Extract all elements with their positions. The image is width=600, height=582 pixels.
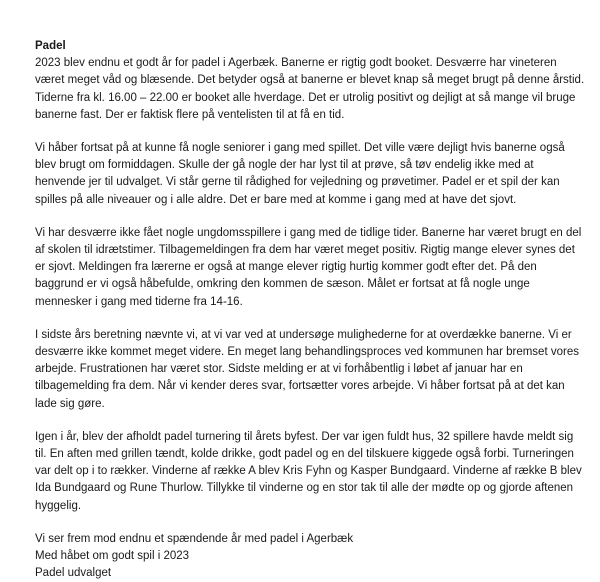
text-line: mennesker i gang med tiderne fra 14-16. xyxy=(35,295,243,308)
closing-line: Vi ser frem mod endnu et spændende år med padel i Agerbæk xyxy=(35,532,354,545)
text-line: desværre ikke kommet meget videre. En meget lang behandlingsproces ved kommunen har bremset vores xyxy=(35,346,579,359)
closing-signoff: Padel udvalget xyxy=(35,567,112,580)
paragraph-roofing xyxy=(35,327,579,413)
text-line: til. En aften med grillen tændt, kolde drikke, godt padel og en del tilskuere kiggede også forbi. Turneringen xyxy=(35,448,574,461)
text-line: Vi har desværre ikke fået nogle ungdomsspillere i gang med de tidlige tider. Banerne har været brugt en del xyxy=(35,226,582,239)
text-line: I sidste års beretning nævnte vi, at vi var ved at undersøge mulighederne for at overdække banerne. Vi er xyxy=(35,328,572,341)
paragraph-tournament xyxy=(35,429,582,515)
text-line: henvende jer til udvalget. Vi står gerne til rådighed for vejledning og prøvetimer. Padel er et spil der kan xyxy=(35,176,560,189)
text-line: 2023 blev endnu et godt år for padel i Agerbæk. Banerne er rigtig godt booket. Desværre har vineteren xyxy=(35,57,557,70)
paragraph-seniors xyxy=(35,140,575,209)
text-line: arbejde. Frustrationen har været stor. Sidste melding er at vi forhåbentlig i løbet af januar har en xyxy=(35,363,523,376)
text-line: Vi håber fortsat på at kunne få nogle seniorer i gang med spillet. Det ville være dejligt hvis banerne også xyxy=(35,142,565,155)
text-line: er sjovt. Meldingen fra lærerne er også at mange elever rigtig hurtig kommer godt efter det. På den xyxy=(35,261,537,274)
text-line: baggrund er vi også håbefulde, omkring den kommen de sæson. Målet er fortsat at få nogle unge xyxy=(35,278,530,291)
text-line: var delt op i to rækker. Vinderne af række A blev Kris Fyhn og Kasper Bundgaard. Vinderne af række B blev xyxy=(35,465,582,478)
paragraph-season-summary xyxy=(35,55,585,124)
closing-signature xyxy=(35,531,575,582)
text-line: blev brugt om formiddagen. Skulle der gå nogle der har lyst til at prøve, så tøv endelig ikke med at xyxy=(35,159,534,172)
document-body xyxy=(35,38,585,582)
text-line: været meget våd og blæsende. Det betyder også at banerne er blevet knap så meget brugt på denne årstid. xyxy=(35,74,585,87)
text-line: Ida Bundgaard og Rune Thurlow. Tillykke til vinderne og en stor tak til alle der mødte op og gjorde aftenen xyxy=(35,482,574,495)
document-title: Padel xyxy=(35,40,66,52)
text-line: Tiderne fra kl. 16.00 – 22.00 er booket alle hverdage. Det er utrolig positivt og dejligt at så mange vil bruge xyxy=(35,91,576,104)
text-line: tilbagemelding fra dem. Når vi kender deres svar, fortsætter vores arbejde. Vi håber fortsat på at det kan xyxy=(35,380,565,393)
text-line: banerne fast. Der er faktisk flere på ventelisten til at få en tid. xyxy=(35,108,345,121)
closing-line: Med håbet om godt spil i 2023 xyxy=(35,550,190,563)
text-line: lade sig gøre. xyxy=(35,397,105,410)
text-line: spilles på alle niveauer og i alle aldre. Det er bare med at komme i gang med at have det sjovt. xyxy=(35,193,517,206)
text-line: af skolen til idrætstimer. Tilbagemeldingen fra dem har været meget positiv. Rigtig mange elever synes det xyxy=(35,244,575,257)
text-line: hyggelig. xyxy=(35,499,82,512)
paragraph-youth xyxy=(35,225,582,311)
text-line: Igen i år, blev der afholdt padel turnering til årets byfest. Der var igen fuldt hus, 32 spillere havde meldt sig xyxy=(35,430,574,443)
